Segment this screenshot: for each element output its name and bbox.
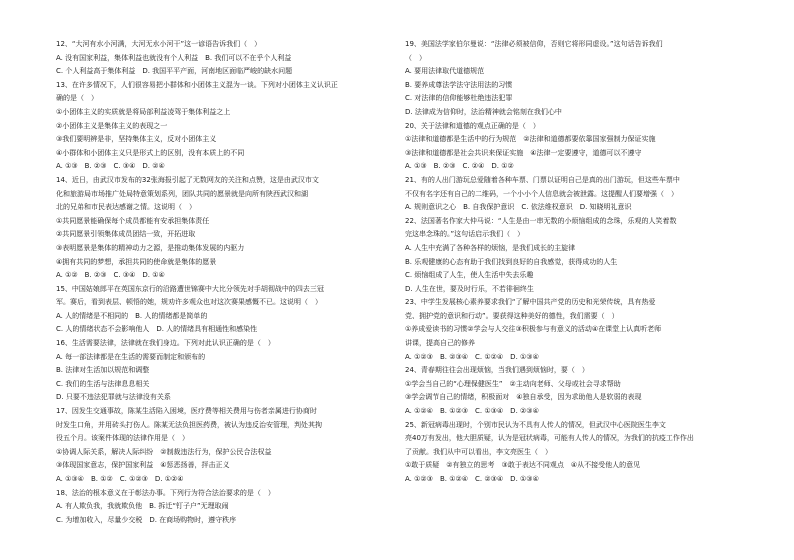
- text-line: ③我们要明辨是非，坚持集体主义，反对小团体主义: [56, 135, 217, 144]
- text-line: （ ）: [405, 53, 426, 62]
- text-line: 军。赛后，看到表层、顿悟的她，规劝许多观众也对这次赛果感慨不已。这说明（ ）: [56, 298, 322, 307]
- text-line: B. 法律对生活加以规范和调整: [56, 366, 150, 375]
- text-line: 亮40万有发出，他大胆质疑，认为是冠状病毒，可能有人传人的情况，为我们的抗疫工作作出: [405, 434, 694, 443]
- text-line: 25、新冠病毒出现时，个别市民认为不具有人传人的情况，但武汉中心医院医生李文: [405, 420, 666, 429]
- text-line: A. 要用法律取代道德规范: [405, 67, 485, 76]
- text-line: A. 人的情绪是不相同的 B. 人的情绪都是简单的: [56, 311, 208, 320]
- text-line: 23、中学生发展核心素养要求我们“了解中国共产党的历史和光荣传统，具有热爱: [405, 298, 656, 307]
- left-column: [56, 38, 398, 527]
- text-line: A. 人生中充满了各种各样的烦恼，是我们成长的主旋律: [405, 243, 576, 252]
- text-line: 12、“大河有水小河满，大河无水小河干”这一谚语告诉我们（ ）: [56, 40, 262, 48]
- text-line: A. 每一部法律都是在生活的需要而制定和颁布的: [56, 352, 206, 361]
- text-line: 了贡献。我们从中可以看出，李文亮医生（ ）: [405, 447, 552, 456]
- text-line: D. 只要不违法犯罪就与法律没有关系: [56, 393, 171, 402]
- text-line: 13、在许多情况下，人们很容易把小群体和小团体主义混为一谈。下列对小团体主义认识正: [56, 80, 338, 89]
- text-line: ①小团体主义的实质就是将局部利益凌驾于集体利益之上: [56, 107, 231, 116]
- text-line: 19、美国法学家伯尔曼说：“法律必须被信仰，否则它将形同虚设。”这句话告诉我们: [405, 40, 663, 48]
- text-line: 党、拥护党的意识和行动”。要获得这种美好的德性，我们需要（ ）: [405, 311, 619, 320]
- text-line: 役五个月。该案件体现的法律作用是（ ）: [56, 434, 189, 443]
- text-line: A. ①③④ B. ①② C. ①②③ D. ①②④: [56, 475, 184, 483]
- text-line: ①共同愿景能确保每个成员都能有安承担集体责任: [56, 216, 210, 225]
- text-line: A. ①②③ B. ②③④ C. ①②④ D. ①③④: [405, 352, 539, 361]
- text-line: A. 规则意识之心 B. 自我保护意识 C. 依法维权意识 D. 知晓明礼意识: [405, 203, 632, 212]
- text-line: C. 人的情绪状态不会影响他人 D. 人的情绪具有相通性和感染性: [56, 325, 258, 334]
- text-line: 完这串念珠的。”这句话启示我们（ ）: [405, 230, 525, 239]
- text-line: 16、生活需要法律，法律就在我们身边。下列对此认识正确的是（ ）: [56, 339, 275, 348]
- text-line: A. ①③ B. ②③ C. ②④ D. ①②: [405, 162, 514, 171]
- text-line: 化和旅游局市场推广处局特意策划系列，团队共同的愿景就是向所有陕西武汉和湖: [56, 189, 308, 198]
- text-line: 14、近日，由武汉市发布的32张海报引起了无数网友的关注和点赞，这是由武汉市文: [56, 175, 319, 184]
- text-line: ①协调人际关系，解决人际纠纷 ②制裁违法行为，保护公民合法权益: [56, 447, 272, 456]
- text-line: A. 没有国家利益，集体利益也就没有个人利益 B. 我们可以不在乎个人利益: [56, 53, 292, 62]
- text-line: A. ①②③ B. ①②④ C. ②③④ D. ①③④: [405, 475, 539, 483]
- text-line: ④拥有共同的梦想，承担共同的使命就是集体的愿景: [56, 257, 217, 266]
- right-column: [405, 38, 757, 487]
- text-line: C. 个人利益高于集体利益 D. 我国平平产面，河南地区面临严峻的缺水问题: [56, 67, 293, 76]
- text-line: ①法律和道德都是生活中的行为规范 ②法律和道德都要依靠国家强制力保证实施: [405, 135, 656, 144]
- text-line: 22、法国著名作家大仲马说：“人生是由一串无数的小烦恼组成的念珠，乐观的人笑着数: [405, 216, 677, 225]
- text-line: A. ①③ B. ②③ C. ③④ D. ②④: [56, 162, 165, 171]
- text-line: 20、关于法律和道德的观点正确的是（ ）: [405, 121, 540, 130]
- text-line: A. ①②④ B. ①②③ C. ①③④ D. ②③④: [405, 407, 539, 416]
- text-line: ①敢于质疑 ②有独立的思考 ③敢于表达不同观点 ④从不接受他人的意见: [405, 461, 641, 470]
- text-line: D. 法律成为信仰时，法治精神就会铭刻在我们心中: [405, 107, 562, 116]
- text-line: ②小团体主义是集体主义的表现之一: [56, 121, 168, 130]
- text-line: ③学会调节自己的情绪，积极面对 ④独自承受，因为求助他人是软弱的表现: [405, 393, 642, 402]
- text-line: ①学会当自己的“心理保健医生” ②主动向老师、父母或社会寻求帮助: [405, 379, 621, 388]
- text-line: 不仅有名字还有自己的二维码，一个小小个人信息就会被泄露。这提醒人们要增强（ ）: [405, 189, 678, 198]
- text-line: A. ①② B. ②③ C. ③④ D. ①④: [56, 271, 165, 280]
- text-line: B. 乐观健康的心态有助于我们找到良好的自我感觉，获得成功的人生: [405, 257, 618, 266]
- text-line: ①养成爱读书的习惯②学会与人交往③积极参与有意义的活动④在课堂上认真听老师: [405, 325, 662, 334]
- text-line: C. 为增加收入，尽量少交税 D. 在商场购物时，遵守秩序: [56, 515, 237, 524]
- text-line: 15、中国姑娘郎平在英国东京行的沿路遭世锦赛中大比分领先对手胡彻战中的四去三冠: [56, 284, 324, 293]
- text-line: ②共同愿景引领集体成员团结一致，开拓进取: [56, 230, 196, 239]
- text-line: ③表明愿景是集体的精神动力之源，是推动集体发展的内驱力: [56, 243, 245, 252]
- text-line: 17、因发生交通事故，陈某生活陷入困境，医疗费等相关费用与伤者亲属进行协商时: [56, 407, 317, 416]
- text-line: 24、青春期往往会出现烦恼，当我们遇到烦恼时，要（ ）: [405, 366, 589, 375]
- text-line: D. 人生在世，要及时行乐，不若徘徊终生: [405, 284, 534, 293]
- text-line: C. 烦恼组成了人生，使人生活中失去乐趣: [405, 271, 534, 280]
- text-line: C. 我们的生活与法律息息相关: [56, 379, 150, 388]
- text-line: B. 要养成尊法学法守法用法的习惯: [405, 80, 513, 89]
- text-line: 讲课，提高自己的修养: [405, 339, 475, 348]
- text-line: ③体现国家意志，保护国家利益 ④惩恶扬善，抨击正义: [56, 461, 230, 470]
- text-line: 时发生口角，并用砖头打伤人。陈某无法负担医药费，被认为违反治安管理，判处其拘: [56, 420, 322, 429]
- text-line: 18、法治的根本意义在于彰法办事。下列行为符合法治要求的是（ ）: [56, 488, 275, 497]
- text-line: 21、有的人出门游玩总爱随着各种车票、门票以证明自己是真的出门游玩，但这些车票中: [405, 175, 680, 184]
- text-line: ③法律和道德都是社会共识来保证实施 ④法律一定要遵守，道德可以不遵守: [405, 148, 642, 157]
- text-line: 确的是（ ）: [56, 94, 98, 103]
- text-line: 北的兄弟和市民表达感谢之情。这说明（ ）: [56, 203, 196, 212]
- text-line: ④小群体和小团体主义只是形式上的区别，没有本质上的不同: [56, 148, 245, 157]
- text-line: A. 有人欺负我，我就欺负他 B. 拆迁“钉子户”无理取闹: [56, 502, 229, 511]
- text-line: C. 对法律的信仰能够杜绝违法犯罪: [405, 94, 513, 103]
